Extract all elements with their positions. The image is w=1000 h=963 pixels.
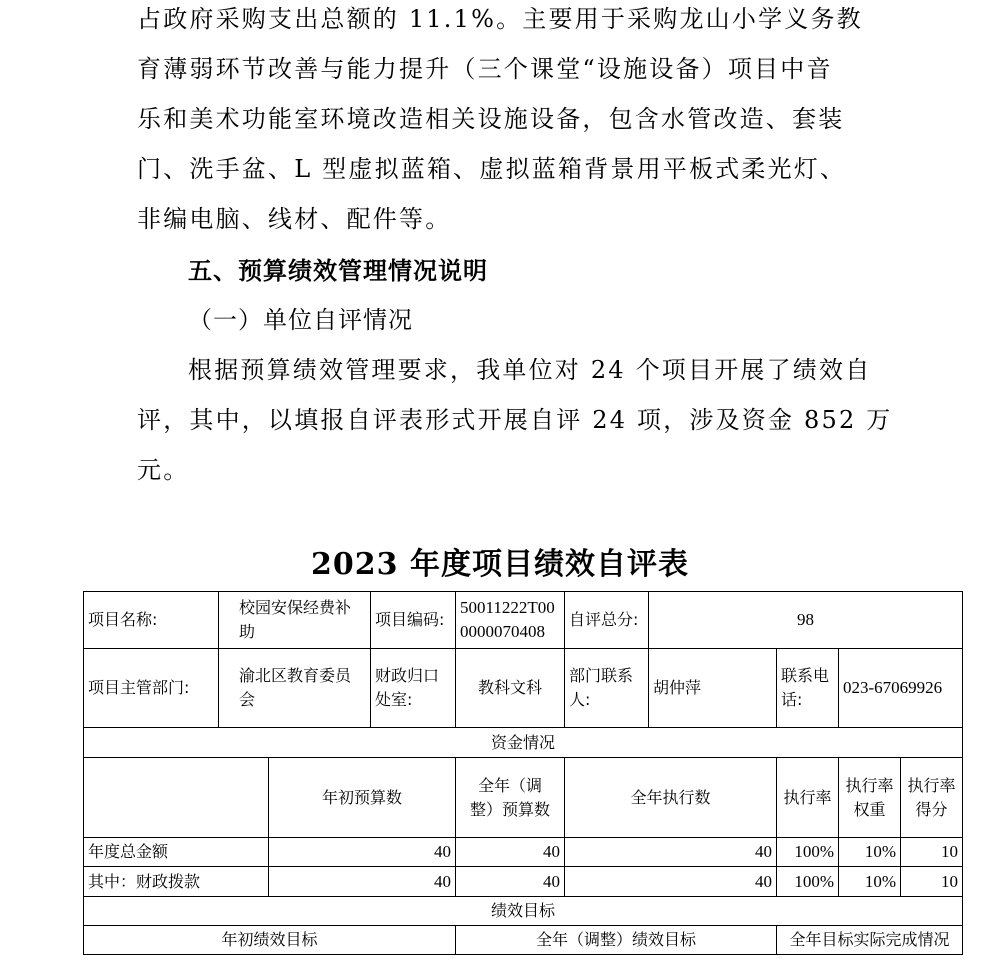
funds-cell: 100% (777, 867, 839, 897)
funds-cell: 10 (901, 867, 963, 897)
finance-office-label: 财政归口处室: (371, 649, 456, 728)
dept-label: 项目主管部门: (84, 649, 219, 728)
funds-cell: 10% (839, 838, 901, 867)
funds-cell: 10% (839, 867, 901, 897)
funds-header-blank (84, 758, 269, 838)
funds-header: 执行率 (777, 758, 839, 838)
funds-row-label: 年度总金额 (84, 838, 269, 867)
text-line: 非编电脑、线材、配件等。 (137, 205, 452, 233)
funds-header: 年初预算数 (269, 758, 456, 838)
text-line: 元。 (137, 456, 190, 484)
contact-label: 部门联系人: (565, 649, 649, 728)
funds-cell: 40 (456, 838, 565, 867)
project-name-label: 项目名称: (84, 592, 219, 649)
phone-label: 联系电话: (777, 649, 839, 728)
table-row (84, 592, 963, 649)
goals-header: 全年（调整）绩效目标 (456, 926, 777, 955)
project-code-value: 50011222T000000070408 (456, 592, 565, 649)
project-code-label: 项目编码: (371, 592, 456, 649)
goals-header: 年初绩效目标 (84, 926, 456, 955)
funds-section-header: 资金情况 (84, 728, 963, 758)
funds-header: 全年执行数 (565, 758, 777, 838)
dept-value: 渝北区教育委员会 (219, 649, 371, 728)
funds-cell: 10 (901, 838, 963, 867)
subsection-heading: （一）单位自评情况 (188, 306, 413, 334)
text-line: 育薄弱环节改善与能力提升（三个课堂“设施设备）项目中音 (137, 55, 833, 83)
performance-evaluation-table (83, 591, 963, 955)
phone-value: 023-67069926 (839, 649, 963, 728)
goals-section-header: 绩效目标 (84, 897, 963, 926)
self-score-value: 98 (649, 592, 963, 649)
text-line: 乐和美术功能室环境改造相关设施设备，包含水管改造、套装 (137, 105, 845, 133)
table-row (84, 867, 963, 897)
finance-office-value: 教科文科 (456, 649, 565, 728)
text-line: 评，其中，以填报自评表形式开展自评 24 项，涉及资金 852 万 (137, 406, 893, 434)
table-row (84, 728, 963, 758)
funds-cell: 40 (269, 867, 456, 897)
contact-value: 胡仲萍 (649, 649, 777, 728)
funds-header: 全年（调整）预算数 (456, 758, 565, 838)
project-name-value: 校园安保经费补助 (219, 592, 371, 649)
text-line: 门、洗手盆、L 型虚拟蓝箱、虚拟蓝箱背景用平板式柔光灯、 (137, 155, 847, 183)
table-row (84, 897, 963, 926)
table-title: 2023 年度项目绩效自评表 (311, 547, 689, 582)
funds-cell: 40 (565, 867, 777, 897)
table-row (84, 926, 963, 955)
funds-cell: 40 (565, 838, 777, 867)
table-row (84, 758, 963, 838)
funds-cell: 40 (456, 867, 565, 897)
section-heading: 五、预算绩效管理情况说明 (188, 257, 488, 285)
text-line: 占政府采购支出总额的 11.1%。主要用于采购龙山小学义务教 (137, 5, 863, 33)
table-row (84, 649, 963, 728)
table-row (84, 838, 963, 867)
funds-cell: 40 (269, 838, 456, 867)
funds-cell: 100% (777, 838, 839, 867)
text-line: 根据预算绩效管理要求，我单位对 24 个项目开展了绩效自 (188, 356, 872, 384)
self-score-label: 自评总分: (565, 592, 649, 649)
goals-header: 全年目标实际完成情况 (777, 926, 963, 955)
funds-header: 执行率权重 (839, 758, 901, 838)
funds-row-label: 其中：财政拨款 (84, 867, 269, 897)
funds-header: 执行率得分 (901, 758, 963, 838)
